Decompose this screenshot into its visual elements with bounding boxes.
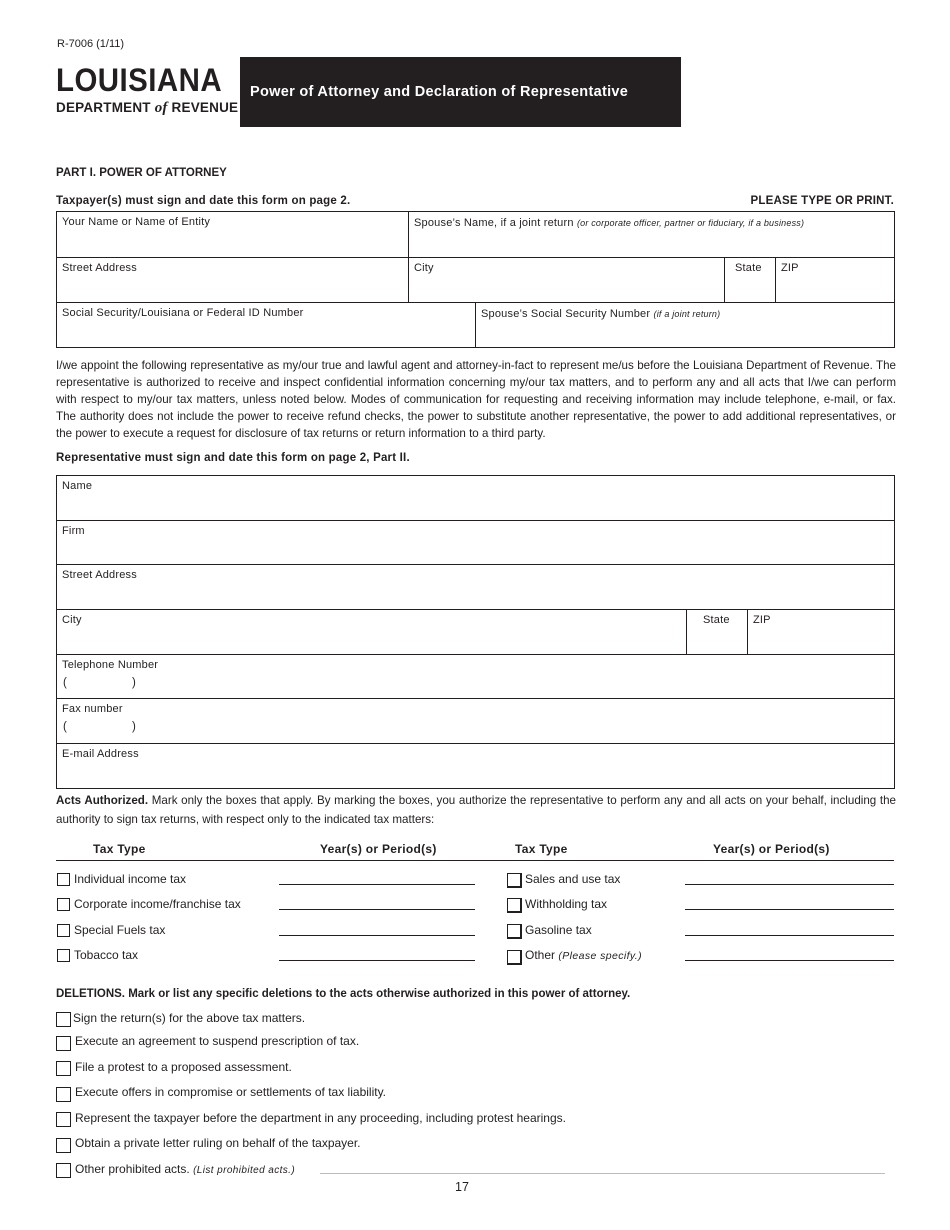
rep-city-field[interactable] (56, 609, 686, 654)
fax-area-close: ) (132, 721, 136, 733)
logo-wordmark: LOUISIANA (56, 62, 223, 98)
spouse-name-note: (or corporate officer, partner or fiduciary, if a business) (576, 218, 805, 228)
deletion-other-note: (List prohibited acts.) (193, 1165, 296, 1176)
acts-text: Mark only the boxes that apply. By marking the boxes, you authorize the representative to perform any and all acts on your behalf, including the authority to sign tax returns, with respect only to the indicated tax matters: (56, 794, 896, 826)
tax-type-header-left: Tax Type (93, 842, 146, 856)
withholding-tax-years-line[interactable] (685, 909, 894, 910)
deletion-other-prohibited-checkbox[interactable] (56, 1163, 71, 1178)
rep-name-field[interactable] (56, 475, 895, 520)
taxpayer-state-label: State (735, 262, 762, 274)
rep-street-field[interactable] (56, 564, 895, 609)
tax-type-header-right: Tax Type (515, 842, 568, 856)
other-tax-label: Other (Please specify.) (525, 948, 642, 962)
corporate-income-tax-years-line[interactable] (279, 909, 475, 910)
rep-city-label: City (62, 614, 82, 626)
acts-lead: Acts Authorized. (56, 794, 149, 807)
taxpayer-zip-label: ZIP (781, 262, 799, 274)
individual-income-tax-checkbox[interactable] (57, 873, 70, 886)
logo-department: DEPARTMENT of REVENUE (56, 100, 239, 116)
rep-zip-field[interactable] (747, 609, 895, 654)
taxpayer-ssn-label: Social Security/Louisiana or Federal ID Number (62, 307, 304, 319)
rep-firm-field[interactable] (56, 520, 895, 564)
rep-zip-label: ZIP (753, 614, 771, 626)
taxpayer-street-label: Street Address (62, 262, 137, 274)
rep-phone-label: Telephone Number (62, 659, 159, 671)
fax-area-open: ( (63, 721, 67, 733)
representative-sign-note: Representative must sign and date this form on page 2, Part II. (56, 452, 410, 464)
withholding-tax-label: Withholding tax (525, 897, 608, 911)
rep-state-label: State (703, 614, 730, 626)
deletions-heading: DELETIONS. Mark or list any specific deletions to the acts otherwise authorized in this power of attorney. (56, 988, 631, 1000)
withholding-tax-checkbox[interactable] (507, 898, 522, 913)
tobacco-tax-checkbox[interactable] (57, 949, 70, 962)
deletion-represent-taxpayer-label: Represent the taxpayer before the department in any proceeding, including protest hearings. (75, 1111, 566, 1125)
corporate-income-tax-label: Corporate income/franchise tax (74, 897, 241, 911)
page-number: 17 (455, 1180, 469, 1194)
taxpayer-city-field[interactable] (408, 257, 724, 302)
deletion-suspend-prescription-label: Execute an agreement to suspend prescription of tax. (75, 1034, 360, 1048)
rep-fax-label: Fax number (62, 703, 123, 715)
special-fuels-tax-years-line[interactable] (279, 935, 475, 936)
gasoline-tax-label: Gasoline tax (525, 923, 592, 937)
spouse-name-field[interactable] (408, 211, 895, 257)
deletion-suspend-prescription-checkbox[interactable] (56, 1036, 71, 1051)
rep-name-label: Name (62, 480, 93, 492)
sales-use-tax-years-line[interactable] (685, 884, 894, 885)
special-fuels-tax-label: Special Fuels tax (74, 923, 166, 937)
rep-street-label: Street Address (62, 569, 137, 581)
phone-area-open: ( (63, 677, 67, 689)
taxpayer-street-field[interactable] (56, 257, 408, 302)
louisiana-revenue-logo (56, 64, 240, 117)
sales-use-tax-label: Sales and use tax (525, 872, 621, 886)
deletion-private-letter-ruling-checkbox[interactable] (56, 1138, 71, 1153)
individual-income-tax-label: Individual income tax (74, 872, 187, 886)
taxpayer-name-field[interactable] (56, 211, 408, 257)
gasoline-tax-years-line[interactable] (685, 935, 894, 936)
rep-firm-label: Firm (62, 525, 85, 537)
taxpayer-instructions (56, 195, 894, 207)
special-fuels-tax-checkbox[interactable] (57, 924, 70, 937)
rep-fax-field[interactable] (56, 698, 895, 743)
form-number: R-7006 (1/11) (57, 38, 125, 50)
acts-authorized-paragraph (56, 791, 896, 829)
taxpayer-state-field[interactable] (724, 257, 775, 302)
tobacco-tax-label: Tobacco tax (74, 948, 139, 962)
years-header-left: Year(s) or Period(s) (320, 842, 437, 856)
individual-income-tax-years-line[interactable] (279, 884, 475, 885)
other-tax-years-line[interactable] (685, 960, 894, 961)
deletion-offers-compromise-label: Execute offers in compromise or settlements of tax liability. (75, 1085, 387, 1099)
form-title-bar (241, 57, 681, 127)
corporate-income-tax-checkbox[interactable] (57, 898, 70, 911)
deletion-other-line[interactable] (320, 1173, 885, 1174)
deletion-represent-taxpayer-checkbox[interactable] (56, 1112, 71, 1127)
deletion-other-prohibited-label: Other prohibited acts. (List prohibited acts.) (75, 1162, 296, 1176)
other-tax-checkbox[interactable] (507, 950, 522, 965)
taxpayer-zip-field[interactable] (775, 257, 895, 302)
other-tax-note: (Please specify.) (558, 950, 642, 962)
taxpayer-sign-note: Taxpayer(s) must sign and date this form on page 2. (56, 195, 351, 207)
rep-state-field[interactable] (686, 609, 747, 654)
acts-header-rule (56, 860, 894, 861)
deletion-file-protest-checkbox[interactable] (56, 1061, 71, 1076)
sales-use-tax-checkbox[interactable] (507, 873, 522, 888)
form-title: Power of Attorney and Declaration of Representative (250, 84, 629, 100)
part-title: PART I. POWER OF ATTORNEY (56, 167, 227, 179)
deletion-offers-compromise-checkbox[interactable] (56, 1087, 71, 1102)
deletion-sign-returns-label: Sign the return(s) for the above tax matters. (73, 1011, 306, 1025)
spouse-ssn-field[interactable] (475, 302, 895, 348)
years-header-right: Year(s) or Period(s) (713, 842, 830, 856)
spouse-ssn-note: (if a joint return) (653, 309, 721, 319)
taxpayer-city-label: City (414, 262, 434, 274)
type-or-print-note: PLEASE TYPE OR PRINT. (750, 195, 894, 207)
rep-phone-field[interactable] (56, 654, 895, 698)
deletion-sign-returns-checkbox[interactable] (56, 1012, 71, 1027)
rep-email-field[interactable] (56, 743, 895, 789)
rep-email-label: E-mail Address (62, 748, 139, 760)
phone-area-close: ) (132, 677, 136, 689)
appointment-paragraph: I/we appoint the following representative as my/our true and lawful agent and attorney-in-fact to represent me/us before the Louisiana Department of Revenue. The representative is authorized to receive and inspect confidential information concerning my/our tax matters, and to perform any and all acts that I/we can perform with respect to my/our tax matters, unless noted below. Modes of communication for requesting and receiving information may include telephone, e-mail, or fax. The authority does not include the power to receive refund checks, the power to substitute another representative, the power to add additional representatives, or the power to execute a request for disclosure of tax returns or return information to a third party. (56, 359, 896, 440)
spouse-ssn-label: Spouse’s Social Security Number (481, 308, 651, 320)
spouse-name-label: Spouse’s Name, if a joint return (414, 217, 574, 229)
taxpayer-name-label: Your Name or Name of Entity (62, 216, 211, 228)
taxpayer-ssn-field[interactable] (56, 302, 475, 348)
deletion-private-letter-ruling-label: Obtain a private letter ruling on behalf of the taxpayer. (75, 1136, 361, 1150)
tobacco-tax-years-line[interactable] (279, 960, 475, 961)
gasoline-tax-checkbox[interactable] (507, 924, 522, 939)
deletion-file-protest-label: File a protest to a proposed assessment. (75, 1060, 292, 1074)
